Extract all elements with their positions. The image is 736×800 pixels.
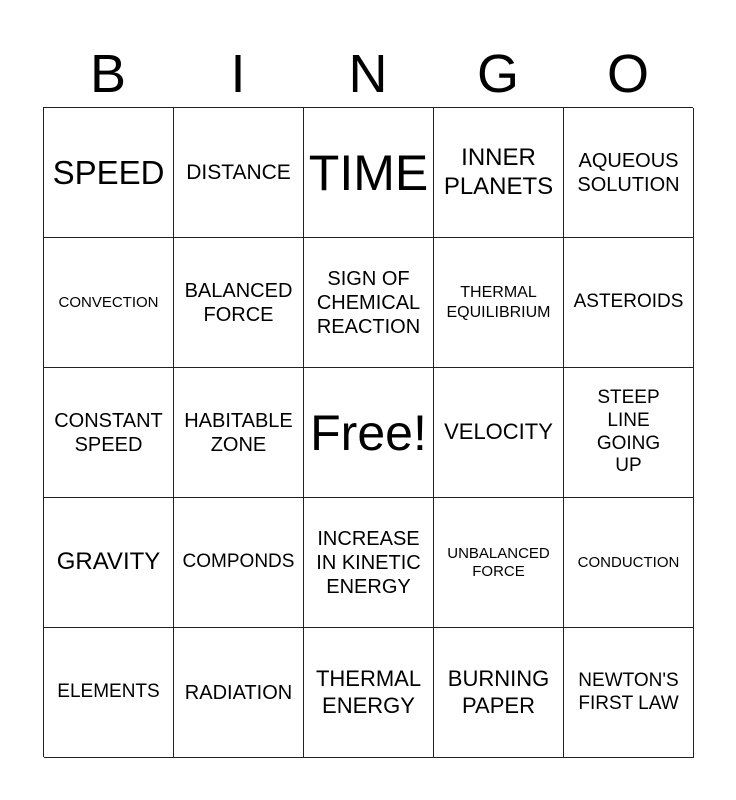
header-letter-n: N [348,44,388,104]
bingo-cell-r1-c1[interactable] [44,108,174,238]
bingo-board [43,107,693,757]
bingo-cell-r5-c4[interactable] [434,628,564,758]
bingo-cell-r2-c2[interactable] [174,238,304,368]
bingo-cell-r4-c4[interactable] [434,498,564,628]
bingo-cell-r3-c5[interactable] [564,368,694,498]
bingo-cell-r1-c5[interactable] [564,108,694,238]
cell-label: VELOCITY [444,419,553,445]
bingo-cell-r3-c2[interactable] [174,368,304,498]
bingo-cell-r4-c5[interactable] [564,498,694,628]
bingo-cell-r1-c3[interactable] [304,108,434,238]
header-letter-o: O [606,44,649,104]
header-letter-g: G [476,44,519,104]
cell-label: NEWTON'S FIRST LAW [578,669,679,714]
cell-label: CONDUCTION [577,553,680,571]
cell-label: COMPONDS [182,551,295,573]
cell-label: INCREASE IN KINETIC ENERGY [316,527,421,598]
bingo-cell-r4-c3[interactable] [304,498,434,628]
bingo-cell-r5-c2[interactable] [174,628,304,758]
cell-label: GRAVITY [56,548,161,576]
cell-label: BURNING PAPER [447,666,550,718]
bingo-cell-r2-c3[interactable] [304,238,434,368]
cell-label: THERMAL EQUILIBRIUM [446,284,551,321]
cell-label: CONVECTION [58,293,159,311]
cell-label: CONSTANT SPEED [54,409,163,456]
cell-label: DISTANCE [186,160,291,184]
header-letter-i: I [230,44,246,104]
bingo-cell-r3-c4[interactable] [434,368,564,498]
cell-label: SPEED [52,153,165,191]
cell-label: AQUEOUS SOLUTION [577,149,680,196]
bingo-cell-r2-c1[interactable] [44,238,174,368]
cell-label: TIME [308,144,429,201]
bingo-cell-r5-c3[interactable] [304,628,434,758]
cell-label: ASTEROIDS [573,291,684,313]
cell-label: HABITABLE ZONE [184,409,293,456]
bingo-cell-r2-c4[interactable] [434,238,564,368]
cell-label: STEEP LINE GOING UP [596,386,661,477]
bingo-cell-r2-c5[interactable] [564,238,694,368]
cell-label: SIGN OF CHEMICAL REACTION [316,267,421,338]
cell-label: RADIATION [184,681,293,704]
bingo-header [43,40,693,108]
bingo-cell-r5-c1[interactable] [44,628,174,758]
cell-label: Free! [310,404,427,461]
cell-label: THERMAL ENERGY [315,666,422,718]
bingo-cell-r4-c1[interactable] [44,498,174,628]
bingo-cell-r1-c2[interactable] [174,108,304,238]
cell-label: INNER PLANETS [443,143,554,200]
bingo-cell-r1-c4[interactable] [434,108,564,238]
cell-label: UNBALANCED FORCE [447,544,550,580]
bingo-cell-r3-c1[interactable] [44,368,174,498]
bingo-cell-r5-c5[interactable] [564,628,694,758]
header-letter-b: B [89,44,127,104]
cell-label: BALANCED FORCE [184,279,293,326]
bingo-cell-free-space[interactable] [304,368,434,498]
bingo-cell-r4-c2[interactable] [174,498,304,628]
cell-label: ELEMENTS [57,681,160,703]
